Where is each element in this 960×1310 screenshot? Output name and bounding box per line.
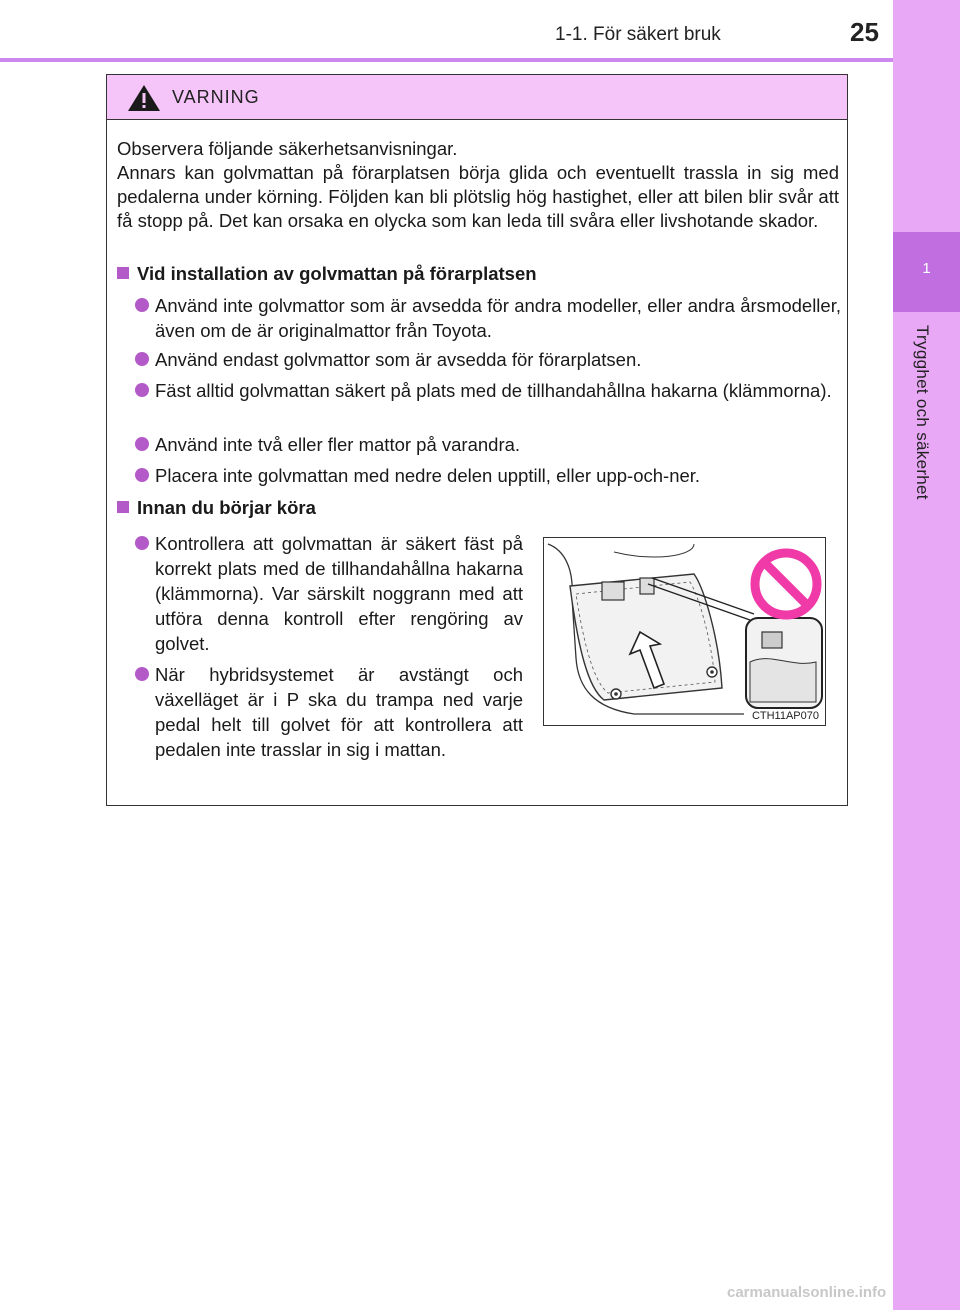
section-title: Vid installation av golvmattan på förarplatsen (137, 263, 537, 284)
header-section-title: 1-1. För säkert bruk (555, 24, 721, 45)
prohibition-icon (755, 553, 817, 615)
section-heading-before-driving (117, 497, 316, 519)
round-bullet-icon (135, 352, 149, 366)
page-number: 25 (850, 17, 879, 47)
list-item-text: Använd endast golvmattor som är avsedda för förarplatsen. (155, 349, 642, 370)
intro-line-2: Annars kan golvmattan på förarplatsen börja glida och eventuellt trassla in sig med pedalerna under körning. Följden kan bli plötslig hög hastighet, eller att bilen blir svår att få stopp på. Det kan orsaka en olycka som kan leda till svåra eller livshotande skador. (117, 162, 839, 231)
warning-intro (117, 137, 839, 233)
list-item (135, 463, 841, 488)
list-item (135, 531, 523, 656)
list-item (135, 432, 841, 457)
list-item-text: Använd inte golvmattor som är avsedda för andra modeller, eller andra årsmodeller, även om de är originalmattor från Toyota. (155, 295, 841, 341)
round-bullet-icon (135, 437, 149, 451)
round-bullet-icon (135, 383, 149, 397)
list-item (135, 293, 841, 343)
chapter-number: 1 (922, 260, 931, 277)
list-item-text: När hybridsystemet är avstängt och växelläget är i P ska du trampa ned varje pedal helt till golvet för att kontrollera att pedalen inte trasslar in sig i mattan. (155, 664, 523, 760)
square-bullet-icon (117, 501, 129, 513)
square-bullet-icon (117, 267, 129, 279)
warning-box (106, 74, 848, 806)
section-heading-installation (117, 263, 537, 285)
warning-header (107, 75, 847, 120)
floor-mat-illustration (543, 537, 826, 726)
warning-label: VARNING (172, 87, 260, 107)
round-bullet-icon (135, 468, 149, 482)
round-bullet-icon (135, 298, 149, 312)
round-bullet-icon (135, 536, 149, 550)
intro-line-1: Observera följande säkerhetsanvisningar. (117, 138, 458, 159)
list-item (135, 378, 841, 403)
section-title: Innan du börjar köra (137, 497, 316, 518)
round-bullet-icon (135, 667, 149, 681)
list-item (135, 347, 841, 372)
list-item (135, 662, 523, 762)
warning-triangle-icon (127, 84, 161, 117)
illustration-code: CTH11AP070 (751, 710, 819, 722)
header-rule (0, 58, 893, 62)
chapter-title: Trygghet och säkerhet (913, 325, 932, 500)
list-item-text: Placera inte golvmattan med nedre delen upptill, eller upp-och-ner. (155, 465, 701, 486)
list-item-text: Fäst alltid golvmattan säkert på plats med de tillhandahållna hakarna (klämmorna). (155, 380, 832, 401)
side-tab-strip (893, 0, 960, 1310)
floor-mat-drawing (544, 538, 824, 724)
list-item-text: Kontrollera att golvmattan är säkert fäst på korrekt plats med de tillhandahållna hakarna (klämmorna). Var särskilt noggrann med att utföra denna kontroll efter rengöring av golvet. (155, 533, 523, 654)
chapter-tab[interactable] (893, 232, 960, 312)
list-item-text: Använd inte två eller fler mattor på varandra. (155, 434, 521, 455)
watermark: carmanualsonline.info (727, 1284, 887, 1301)
